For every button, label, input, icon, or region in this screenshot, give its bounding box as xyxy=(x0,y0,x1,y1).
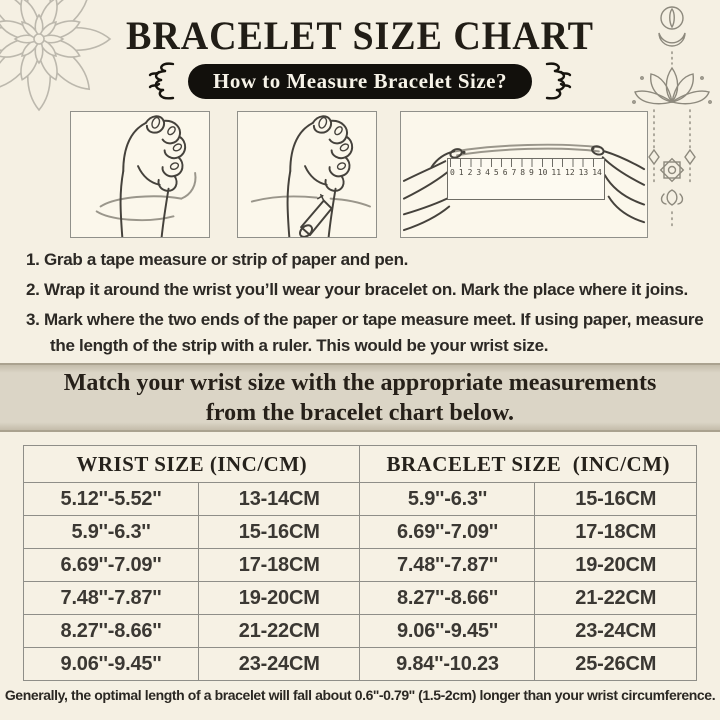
table-cell: 15-16CM xyxy=(198,516,360,549)
table-cell: 9.84''-10.23 xyxy=(360,648,535,681)
ruler xyxy=(447,158,605,200)
section-badge xyxy=(188,64,532,99)
wrist-size-header: WRIST SIZE (INC/CM) xyxy=(24,446,360,483)
page-title: BRACELET SIZE CHART xyxy=(126,13,594,58)
table-row xyxy=(24,648,697,681)
table-cell: 17-18CM xyxy=(198,549,360,582)
table-cell: 6.69''-7.09'' xyxy=(24,549,199,582)
bracelet-size-header: BRACELET SIZE (INC/CM) xyxy=(360,446,697,483)
ruler-number: 14 xyxy=(592,168,602,177)
table-cell: 21-22CM xyxy=(535,582,697,615)
table-cell: 9.06''-9.45'' xyxy=(360,615,535,648)
ruler-number: 10 xyxy=(537,168,548,177)
instruction-step: 1. Grab a tape measure or strip of paper and pen. xyxy=(26,250,409,269)
table-cell: 15-16CM xyxy=(535,483,697,516)
squiggle-flourish-right-icon xyxy=(544,60,574,102)
ruler-number: 0 xyxy=(450,168,455,177)
table-cell: 7.48''-7.87'' xyxy=(24,582,199,615)
instruction-step: 3. Mark where the two ends of the paper or tape measure meet. If using paper, measure the length of the strip with a ruler. This would be your wrist size. xyxy=(26,310,704,355)
table-cell: 6.69''-7.09'' xyxy=(360,516,535,549)
ruler-number: 13 xyxy=(578,168,589,177)
table-cell: 23-24CM xyxy=(198,648,360,681)
instruction-step: 2. Wrap it around the wrist you’ll wear your bracelet on. Mark the place where it joins. xyxy=(26,280,688,299)
illustration-step1-tape-around-wrist xyxy=(70,111,210,238)
table-cell: 23-24CM xyxy=(535,615,697,648)
table-cell: 19-20CM xyxy=(535,549,697,582)
ruler-number: 1 xyxy=(458,168,464,177)
table-row xyxy=(24,483,697,516)
ruler-number: 8 xyxy=(520,168,526,177)
ruler-numbers xyxy=(450,168,602,177)
hand-with-pen-sketch-icon xyxy=(238,112,376,237)
ruler-number: 3 xyxy=(476,168,482,177)
table-cell: 21-22CM xyxy=(198,615,360,648)
instruction-list xyxy=(26,247,716,363)
table-cell: 5.9''-6.3'' xyxy=(24,516,199,549)
hand-with-tape-sketch-icon xyxy=(71,112,209,237)
table-row xyxy=(24,516,697,549)
table-cell: 17-18CM xyxy=(535,516,697,549)
table-row xyxy=(24,615,697,648)
ruler-number: 5 xyxy=(493,168,499,177)
ruler-number: 6 xyxy=(502,168,508,177)
ruler-number: 11 xyxy=(551,168,562,177)
match-size-banner xyxy=(0,363,720,432)
badge-label: How to Measure Bracelet Size? xyxy=(212,68,508,93)
table-cell: 13-14CM xyxy=(198,483,360,516)
banner-line1: Match your wrist size with the appropriate measurements xyxy=(63,369,657,396)
table-cell: 7.48''-7.87'' xyxy=(360,549,535,582)
star-flower-ornament-icon xyxy=(661,159,684,182)
table-cell: 5.9''-6.3'' xyxy=(360,483,535,516)
ruler-number: 2 xyxy=(467,168,473,177)
illustration-step2-mark-with-pen xyxy=(237,111,377,238)
table-cell: 19-20CM xyxy=(198,582,360,615)
table-cell: 9.06''-9.45'' xyxy=(24,648,199,681)
size-table xyxy=(23,445,697,681)
banner-line2: from the bracelet chart below. xyxy=(205,399,515,426)
how-to-measure-badge-row xyxy=(0,61,720,101)
ruler-number: 7 xyxy=(511,168,517,177)
table-cell: 25-26CM xyxy=(535,648,697,681)
illustration-step3-ruler-measure xyxy=(400,111,648,238)
table-cell: 8.27''-8.66'' xyxy=(24,615,199,648)
ruler-number: 4 xyxy=(485,168,490,177)
ruler-number: 9 xyxy=(529,168,534,177)
table-cell: 5.12''-5.52'' xyxy=(24,483,199,516)
footer-note: Generally, the optimal length of a bracelet will fall about 0.6''-0.79'' (1.5-2cm) longer than your wrist circumference. xyxy=(4,687,716,703)
squiggle-flourish-left-icon xyxy=(146,60,176,102)
ruler-number: 12 xyxy=(565,168,575,177)
table-row xyxy=(24,549,697,582)
size-table-header-row xyxy=(24,446,697,483)
table-cell: 8.27''-8.66'' xyxy=(360,582,535,615)
table-row xyxy=(24,582,697,615)
ruler-ticks xyxy=(450,159,602,167)
